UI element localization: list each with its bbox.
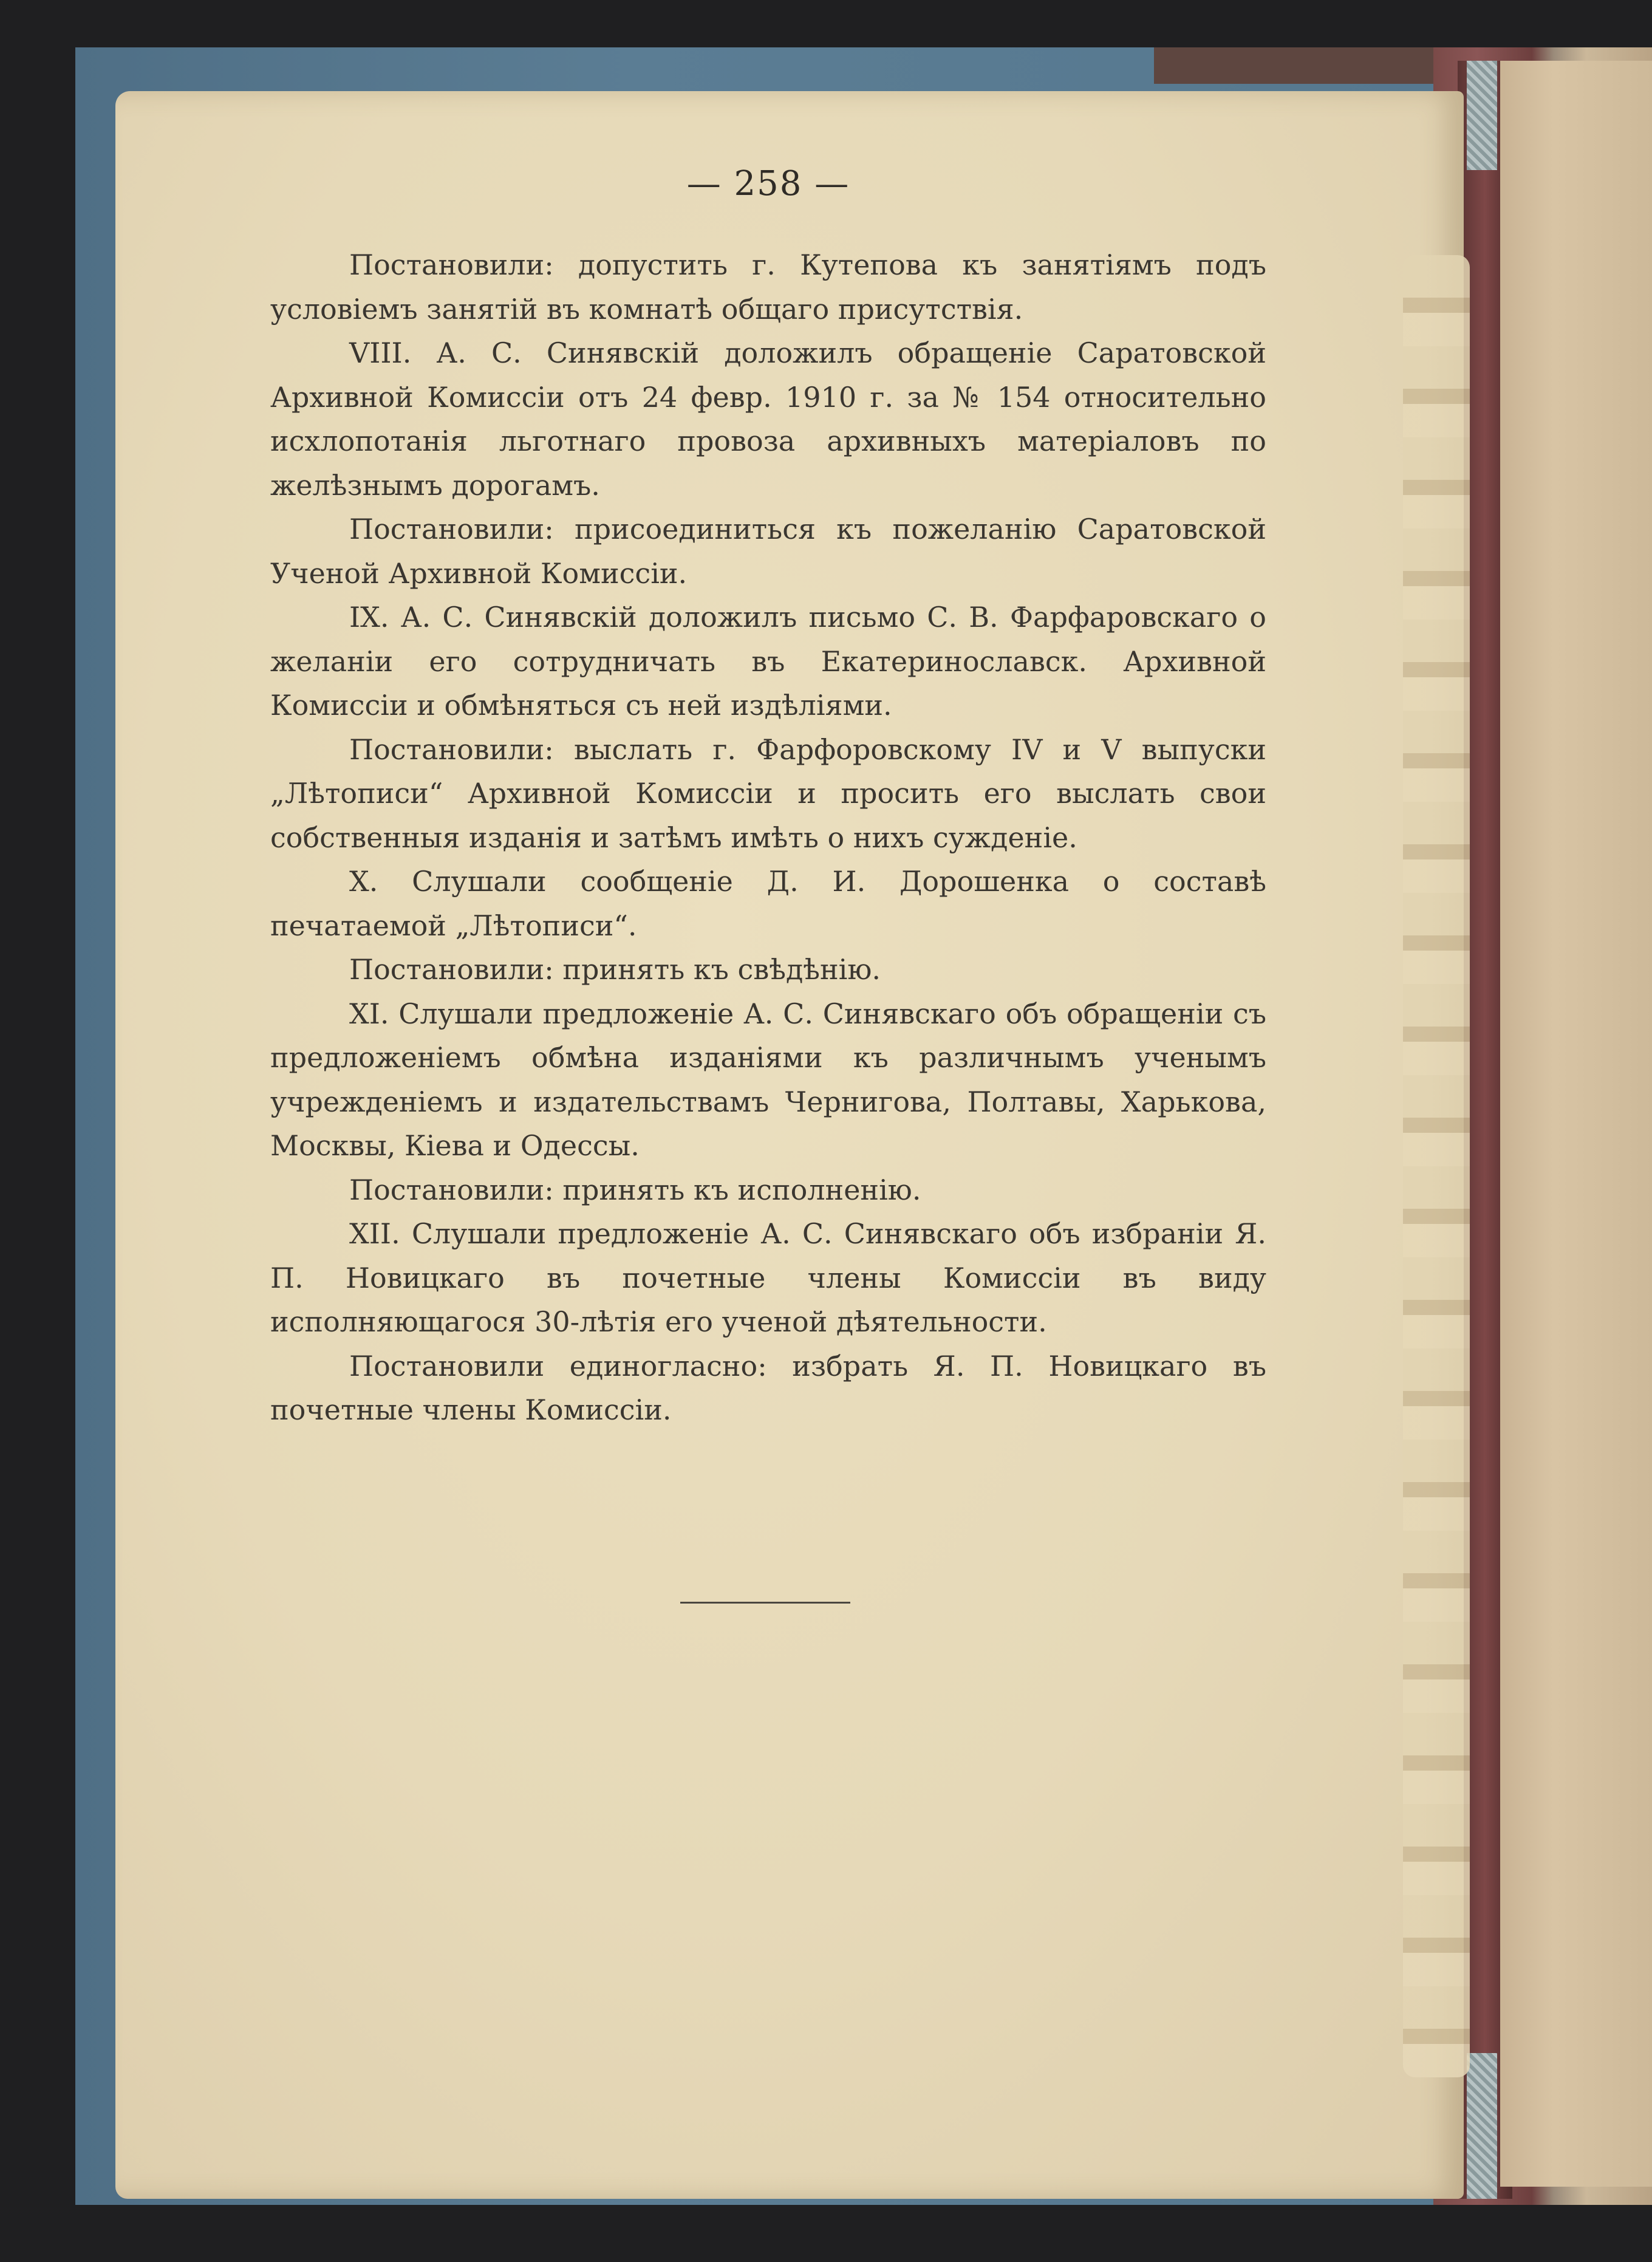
paragraph: Постановили: принять къ свѣдѣнію. xyxy=(349,953,881,986)
paragraph: Постановили: принять къ исполненію. xyxy=(349,1173,921,1206)
paragraph: XII. Слушали предложеніе А. С. Синявскаго объ избраніи Я. П. Новицкаго въ почетные члены Комиссіи въ виду исполняющагося 30-лѣтія его ученой дѣятельности. xyxy=(270,1217,1266,1338)
paragraph: X. Слушали сообщеніе Д. И. Дорошенка о составѣ печатаемой „Лѣтописи“. xyxy=(270,865,1266,942)
page-body xyxy=(270,243,1266,1432)
paragraph: IX. А. С. Синявскій доложилъ письмо С. В. Фарфаровскаго о желаніи его сотрудничать въ Екатеринославск. Архивной Комиссіи и обмѣняться съ ней издѣліями. xyxy=(270,601,1266,722)
page-number: — 258 — xyxy=(686,164,850,203)
paragraph: Постановили: выслать г. Фарфоровскому IV и V выпуски „Лѣтописи“ Архивной Комиссіи и просить его выслать свои собственныя изданія и затѣмъ имѣть о нихъ сужденіе. xyxy=(270,733,1266,854)
torn-page-edge xyxy=(1403,255,1470,2077)
cover-top-edge xyxy=(1154,47,1445,84)
paragraph: Постановили: допустить г. Кутепова къ занятіямъ подъ условіемъ занятій въ комнатѣ общаго присутствія. xyxy=(270,248,1266,326)
adjacent-page-edge xyxy=(1500,61,1652,2187)
closing-rule xyxy=(680,1602,850,1604)
paragraph: Постановили: присоединиться къ пожеланію Саратовской Ученой Архивной Комиссіи. xyxy=(270,513,1266,590)
paragraph: Постановили единогласно: избрать Я. П. Новицкаго въ почетные члены Комиссіи. xyxy=(270,1349,1266,1426)
binding-tape-top xyxy=(1467,61,1497,170)
binding-tape-bottom xyxy=(1467,2053,1497,2199)
paragraph: XI. Слушали предложеніе А. С. Синявскаго объ обращеніи съ предложеніемъ обмѣна изданіями къ различнымъ ученымъ учрежденіемъ и издательствамъ Чернигова, Полтавы, Харькова, Москвы, Кіева и Одессы. xyxy=(270,997,1266,1162)
paragraph: VIII. А. С. Синявскій доложилъ обращеніе Саратовской Архивной Комиссіи отъ 24 февр. 1910 г. за № 154 относительно исхлопотанія льготнаго провоза архивныхъ матеріаловъ по желѣзнымъ дорогамъ. xyxy=(270,337,1266,502)
